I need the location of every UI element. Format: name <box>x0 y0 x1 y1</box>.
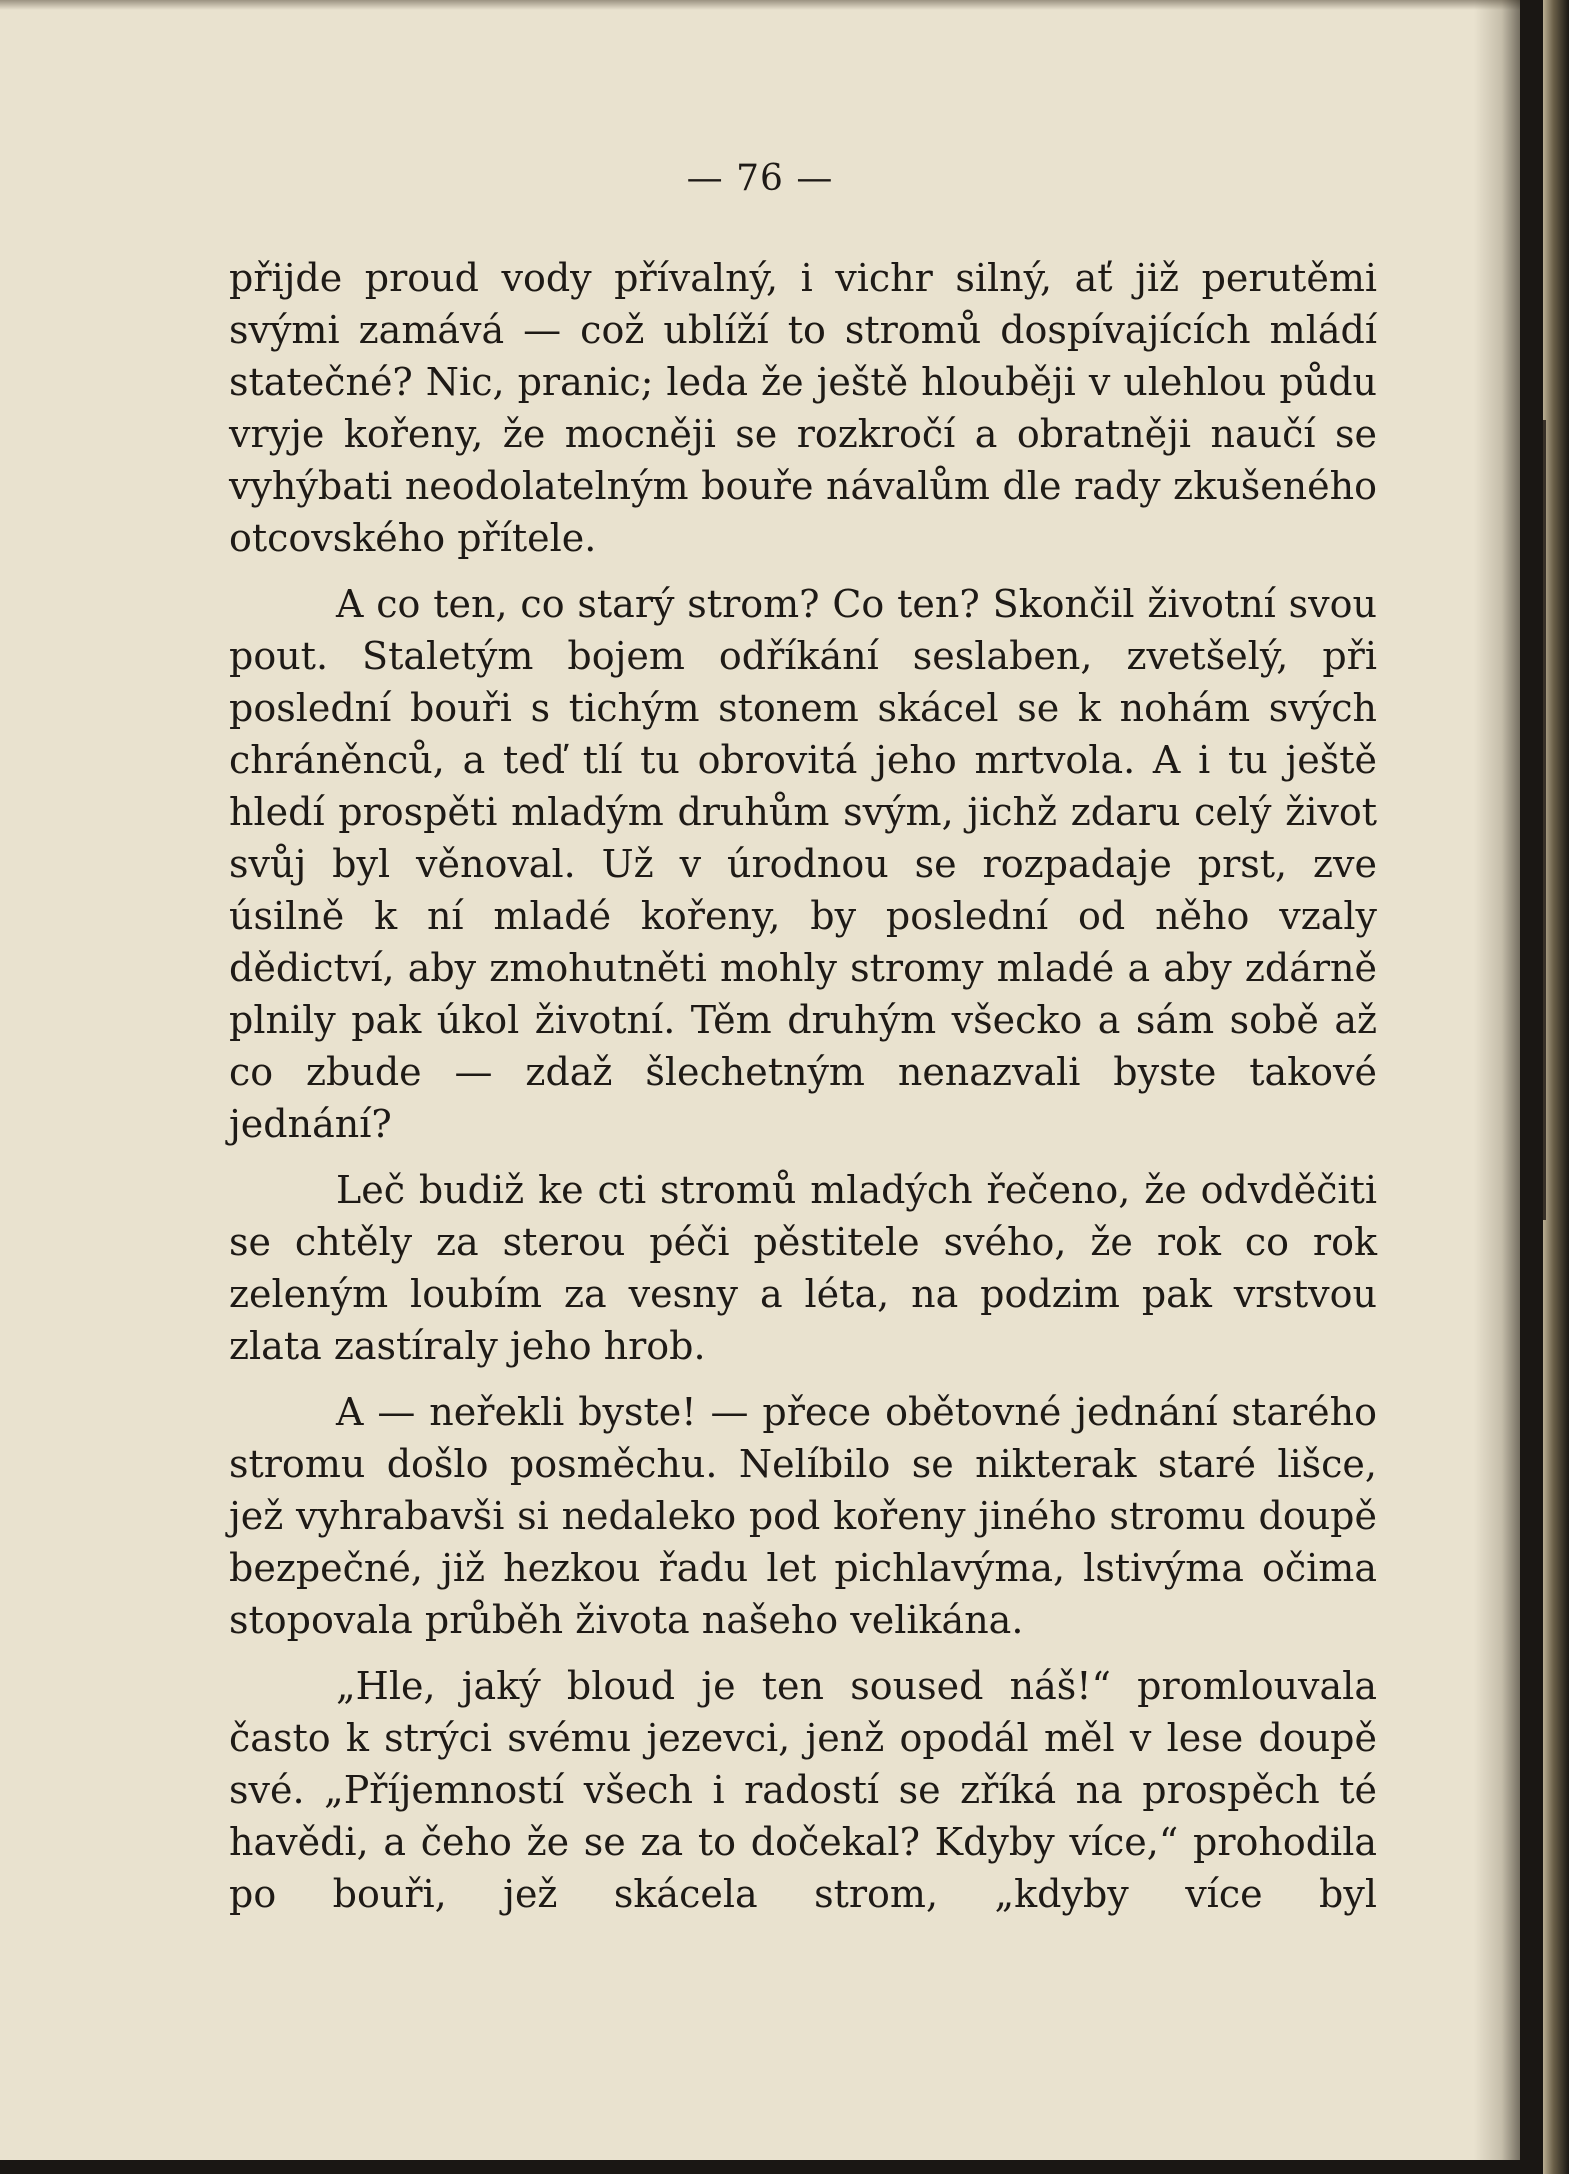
body-text <box>229 252 1377 1934</box>
page-gutter-shadow <box>1474 0 1520 2160</box>
paragraph-1: přijde proud vody přívalný, i vichr silný, ať již perutěmi svými zamává — což ublíží to stromů dospívajících mládí statečné? Nic, pranic; leda že ještě hlouběji v ulehlou půdu vryje kořeny, že mocněji se rozkročí a obratněji naučí se vyhýbati neodolatelným bouře návalům dle rady zkušeného otcovského přítele. <box>229 256 1377 560</box>
paragraph-3: Leč budiž ke cti stromů mladých řečeno, že odvděčiti se chtěly za sterou péči pěstitele svého, že rok co rok zeleným loubím za vesny a léta, na podzim pak vrstvou zlata zastíraly jeho hrob. <box>229 1168 1377 1368</box>
book-edge <box>1543 0 1569 2174</box>
page-number: — 76 — <box>686 158 834 199</box>
spine-line <box>1543 420 1546 1220</box>
paragraph-5: „Hle, jaký bloud je ten soused náš!“ promlouvala často k strýci svému jezevci, jenž opodál měl v lese doupě své. „Příjemností všech i radostí se zříká na prospěch té havědi, a čeho že se za to dočekal? Kdyby více,“ prohodila po bouři, jež skácela strom, „kdyby více byl <box>229 1664 1377 1916</box>
page-top-shadow <box>0 0 1520 10</box>
paragraph-2: A co ten, co starý strom? Co ten? Skončil životní svou pout. Staletým bojem odříkání seslaben, zvetšelý, při poslední bouři s tichým stonem skácel se k nohám svých chráněnců, a teď tlí tu obrovitá jeho mrtvola. A i tu ještě hledí prospěti mladým druhům svým, jichž zdaru celý život svůj byl věnoval. Už v úrodnou se rozpadaje prst, zve úsilně k ní mladé kořeny, by poslední od něho vzaly dědictví, aby zmohutněti mohly stromy mladé a aby zdárně plnily pak úkol životní. Těm druhým všecko a sám sobě až co zbude — zdaž šlechetným nenazvali byste takové jednání? <box>229 582 1377 1146</box>
paragraph-4: A — neřekli byste! — přece obětovné jednání starého stromu došlo posměchu. Nelíbilo se nikterak staré lišce, jež vyhrabavši si nedaleko pod kořeny jiného stromu doupě bezpečné, již hezkou řadu let pichlavýma, lstivýma očima stopovala průběh života našeho velikána. <box>229 1390 1377 1642</box>
